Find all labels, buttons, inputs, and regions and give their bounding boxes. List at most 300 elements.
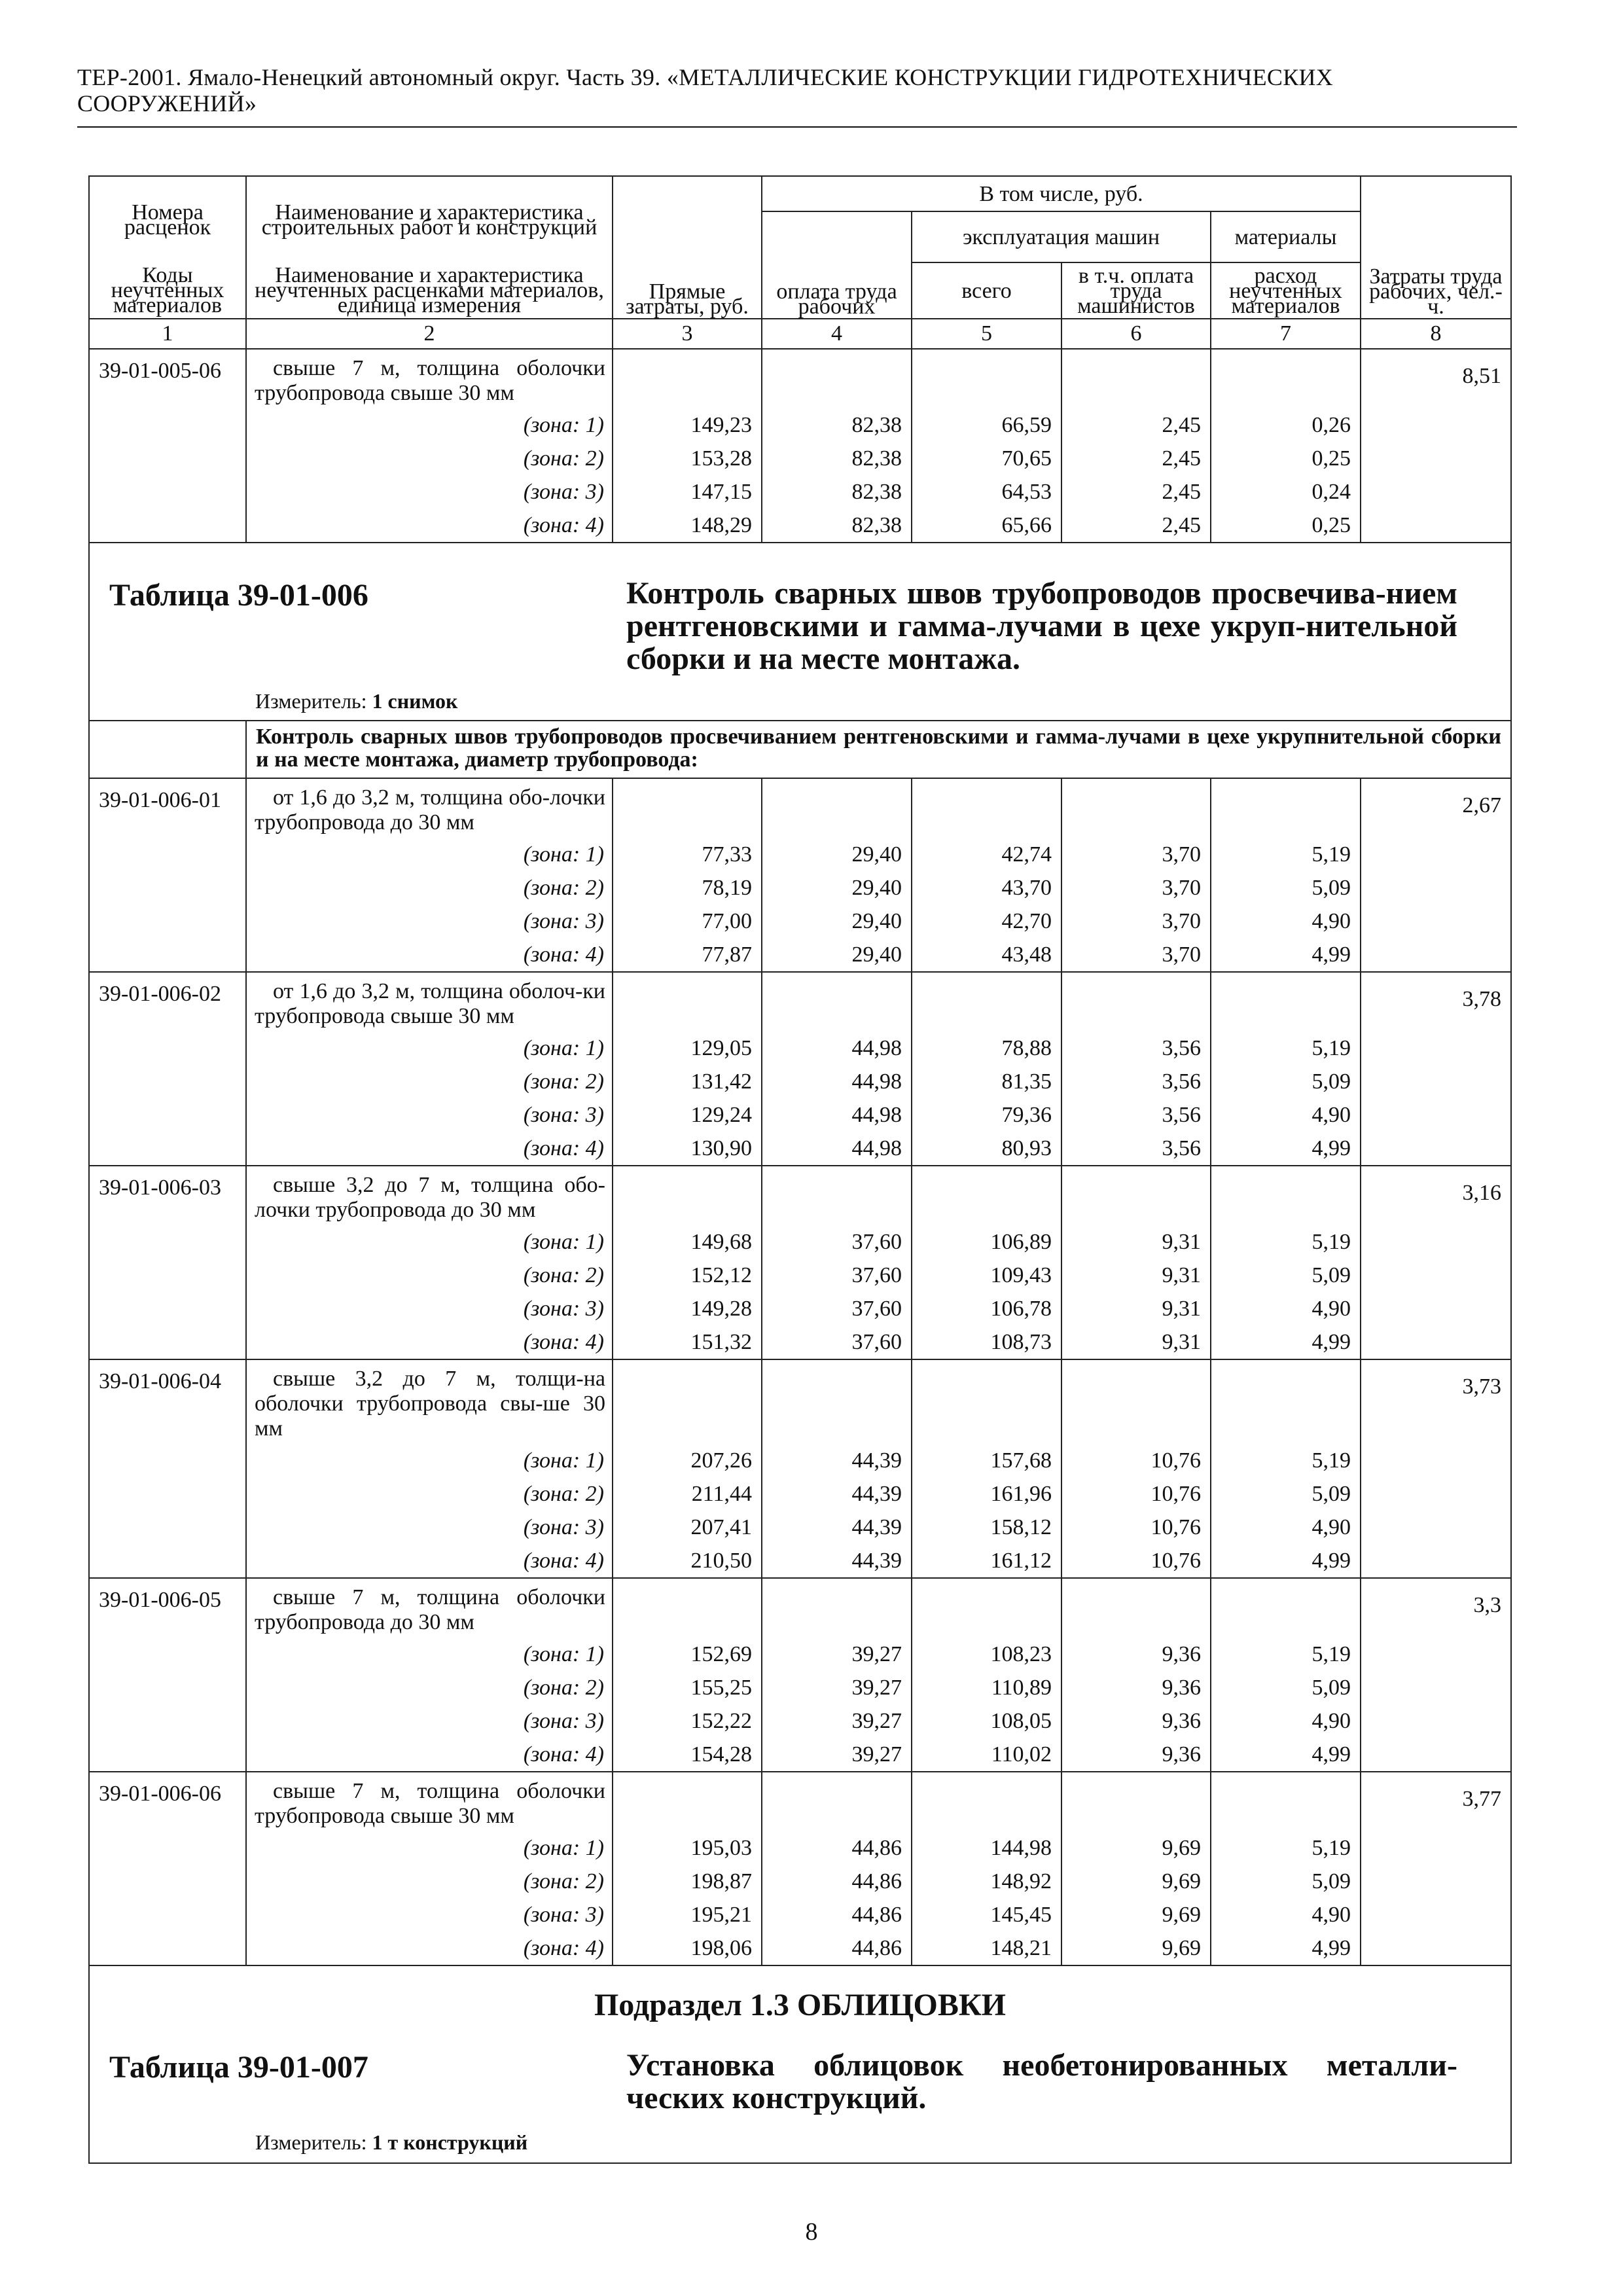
labor-cost: 8,51 [1361, 349, 1511, 408]
empty-cell [89, 1225, 246, 1259]
empty-cell [1061, 1166, 1211, 1225]
header-machinist-wages: в т.ч. оплата труда машинистов [1061, 262, 1211, 319]
machinist-wages: 2,45 [1061, 509, 1211, 543]
direct-cost: 77,00 [613, 905, 762, 938]
worker-wages: 82,38 [762, 442, 912, 475]
header-wages: оплата труда рабочих [762, 211, 912, 319]
empty-cell [89, 721, 246, 778]
worker-wages: 44,86 [762, 1931, 912, 1965]
table-code: Таблица 39-01-007 [109, 2050, 368, 2085]
rate-row [89, 778, 1511, 838]
empty-cell [762, 778, 912, 838]
empty-cell [89, 1098, 246, 1132]
empty-cell [1061, 1359, 1211, 1444]
page-number: 8 [805, 2218, 818, 2246]
subsection-row [89, 1965, 1511, 2163]
worker-wages: 37,60 [762, 1259, 912, 1292]
zone-label: (зона: 1) [246, 408, 613, 442]
empty-cell [89, 1325, 246, 1359]
zone-label: (зона: 3) [246, 475, 613, 509]
empty-cell [762, 1166, 912, 1225]
zone-row [89, 1098, 1511, 1132]
empty-cell [1061, 349, 1211, 408]
materials-cost: 5,19 [1211, 1031, 1361, 1065]
header-labor: Затраты труда рабочих, чел.-ч. [1361, 176, 1511, 319]
column-number: 7 [1211, 319, 1361, 349]
machines-total: 81,35 [912, 1065, 1061, 1098]
rate-row [89, 972, 1511, 1031]
worker-wages: 39,27 [762, 1704, 912, 1738]
zone-row [89, 1831, 1511, 1865]
machinist-wages: 10,76 [1061, 1511, 1211, 1544]
zone-row [89, 938, 1511, 972]
empty-cell [613, 972, 762, 1031]
empty-cell [1361, 1898, 1511, 1931]
rate-row [89, 1772, 1511, 1831]
rate-description: свыше 3,2 до 7 м, толщи-на оболочки трубопровода свы-ше 30 мм [246, 1359, 613, 1444]
machinist-wages: 10,76 [1061, 1444, 1211, 1477]
table-title-cell [89, 543, 1511, 721]
empty-cell [1361, 905, 1511, 938]
machinist-wages: 10,76 [1061, 1544, 1211, 1578]
direct-cost: 195,03 [613, 1831, 762, 1865]
direct-cost: 131,42 [613, 1065, 762, 1098]
rate-description: свыше 3,2 до 7 м, толщина обо-лочки трубопровода до 30 мм [246, 1166, 613, 1225]
header-materials-consumption: расход неучтенных материалов [1211, 262, 1361, 319]
materials-cost: 4,99 [1211, 1931, 1361, 1965]
zone-row [89, 1638, 1511, 1671]
labor-cost: 3,3 [1361, 1578, 1511, 1638]
header-line-2: СООРУЖЕНИЙ» [77, 90, 257, 117]
empty-cell [1361, 1931, 1511, 1965]
empty-cell [1361, 1225, 1511, 1259]
machinist-wages: 9,31 [1061, 1292, 1211, 1325]
worker-wages: 44,39 [762, 1511, 912, 1544]
document-header [77, 64, 1517, 117]
zone-row [89, 509, 1511, 543]
machines-total: 110,89 [912, 1671, 1061, 1704]
direct-cost: 152,22 [613, 1704, 762, 1738]
header-machines: эксплуатация машин [912, 211, 1211, 262]
empty-cell [89, 905, 246, 938]
empty-cell [89, 408, 246, 442]
empty-cell [1361, 871, 1511, 905]
zone-label: (зона: 2) [246, 1671, 613, 1704]
direct-cost: 148,29 [613, 509, 762, 543]
zone-row [89, 1898, 1511, 1931]
worker-wages: 37,60 [762, 1225, 912, 1259]
direct-cost: 149,23 [613, 408, 762, 442]
direct-cost: 152,12 [613, 1259, 762, 1292]
materials-cost: 4,99 [1211, 938, 1361, 972]
materials-cost: 4,90 [1211, 1511, 1361, 1544]
empty-cell [1061, 778, 1211, 838]
materials-cost: 0,24 [1211, 475, 1361, 509]
machines-total: 161,96 [912, 1477, 1061, 1511]
empty-cell [89, 1259, 246, 1292]
materials-cost: 5,19 [1211, 1225, 1361, 1259]
direct-cost: 207,41 [613, 1511, 762, 1544]
machines-total: 42,74 [912, 838, 1061, 871]
empty-cell [89, 1671, 246, 1704]
empty-cell [1211, 1772, 1361, 1831]
zone-row [89, 1931, 1511, 1965]
meter-label: Измеритель: [255, 2130, 367, 2154]
rate-row [89, 1166, 1511, 1225]
materials-cost: 5,09 [1211, 871, 1361, 905]
worker-wages: 29,40 [762, 871, 912, 905]
rate-code: 39-01-006-05 [89, 1578, 246, 1638]
rates-table [88, 175, 1512, 2164]
direct-cost: 151,32 [613, 1325, 762, 1359]
machines-total: 42,70 [912, 905, 1061, 938]
empty-cell [1361, 1671, 1511, 1704]
empty-cell [912, 349, 1061, 408]
zone-row [89, 1132, 1511, 1166]
column-number: 8 [1361, 319, 1511, 349]
zone-row [89, 1065, 1511, 1098]
empty-cell [1361, 1132, 1511, 1166]
subsection-cell [89, 1965, 1511, 2163]
empty-cell [762, 1359, 912, 1444]
empty-cell [89, 1638, 246, 1671]
empty-cell [1361, 1704, 1511, 1738]
empty-cell [1061, 1578, 1211, 1638]
rate-code: 39-01-006-01 [89, 778, 246, 838]
rate-code: 39-01-005-06 [89, 349, 246, 408]
direct-cost: 77,33 [613, 838, 762, 871]
header-direct-costs: Прямые затраты, руб. [613, 176, 762, 319]
machines-total: 108,05 [912, 1704, 1061, 1738]
zone-row [89, 1031, 1511, 1065]
materials-cost: 0,26 [1211, 408, 1361, 442]
worker-wages: 37,60 [762, 1292, 912, 1325]
materials-cost: 5,09 [1211, 1865, 1361, 1898]
zone-row [89, 1704, 1511, 1738]
group-caption-row [89, 721, 1511, 778]
empty-cell [1361, 408, 1511, 442]
empty-cell [89, 1898, 246, 1931]
zone-row [89, 1259, 1511, 1292]
zone-label: (зона: 1) [246, 1031, 613, 1065]
empty-cell [1361, 442, 1511, 475]
rate-code: 39-01-006-02 [89, 972, 246, 1031]
empty-cell [1361, 1444, 1511, 1477]
zone-label: (зона: 3) [246, 1704, 613, 1738]
header-rate-numbers: Номера расценок [89, 176, 246, 262]
worker-wages: 29,40 [762, 838, 912, 871]
table-meter [255, 689, 457, 713]
header-material-codes: Коды неучтенных материалов [89, 262, 246, 319]
empty-cell [912, 972, 1061, 1031]
empty-cell [89, 509, 246, 543]
machinist-wages: 2,45 [1061, 475, 1211, 509]
materials-cost: 4,90 [1211, 905, 1361, 938]
direct-cost: 78,19 [613, 871, 762, 905]
zone-row [89, 905, 1511, 938]
materials-cost: 0,25 [1211, 442, 1361, 475]
empty-cell [912, 1359, 1061, 1444]
direct-cost: 195,21 [613, 1898, 762, 1931]
materials-cost: 4,99 [1211, 1738, 1361, 1772]
machinist-wages: 9,36 [1061, 1671, 1211, 1704]
rate-row [89, 1578, 1511, 1638]
machinist-wages: 3,56 [1061, 1098, 1211, 1132]
machines-total: 64,53 [912, 475, 1061, 509]
machinist-wages: 10,76 [1061, 1477, 1211, 1511]
labor-cost: 3,16 [1361, 1166, 1511, 1225]
zone-label: (зона: 3) [246, 1511, 613, 1544]
worker-wages: 44,86 [762, 1898, 912, 1931]
zone-row [89, 1444, 1511, 1477]
empty-cell [89, 1292, 246, 1325]
empty-cell [89, 1065, 246, 1098]
machines-total: 43,48 [912, 938, 1061, 972]
materials-cost: 4,90 [1211, 1704, 1361, 1738]
direct-cost: 147,15 [613, 475, 762, 509]
worker-wages: 82,38 [762, 408, 912, 442]
direct-cost: 211,44 [613, 1477, 762, 1511]
empty-cell [1361, 1325, 1511, 1359]
zone-label: (зона: 4) [246, 938, 613, 972]
rate-code: 39-01-006-04 [89, 1359, 246, 1444]
empty-cell [89, 1704, 246, 1738]
machines-total: 80,93 [912, 1132, 1061, 1166]
empty-cell [89, 442, 246, 475]
machinist-wages: 9,36 [1061, 1638, 1211, 1671]
materials-cost: 5,19 [1211, 1444, 1361, 1477]
machines-total: 108,73 [912, 1325, 1061, 1359]
rate-code: 39-01-006-03 [89, 1166, 246, 1225]
machines-total: 158,12 [912, 1511, 1061, 1544]
direct-cost: 130,90 [613, 1132, 762, 1166]
worker-wages: 29,40 [762, 938, 912, 972]
machines-total: 106,78 [912, 1292, 1061, 1325]
materials-cost: 5,19 [1211, 1831, 1361, 1865]
group-caption: Контроль сварных швов трубопроводов просвечиванием рентгеновскими и гамма-лучами в цехе укрупнительной сборки и на месте монтажа, диаметр трубопровода: [246, 721, 1511, 778]
zone-row [89, 1477, 1511, 1511]
zone-label: (зона: 3) [246, 905, 613, 938]
empty-cell [613, 349, 762, 408]
zone-label: (зона: 4) [246, 1544, 613, 1578]
worker-wages: 44,98 [762, 1065, 912, 1098]
direct-cost: 129,05 [613, 1031, 762, 1065]
direct-cost: 77,87 [613, 938, 762, 972]
worker-wages: 44,98 [762, 1098, 912, 1132]
direct-cost: 155,25 [613, 1671, 762, 1704]
machinist-wages: 3,56 [1061, 1065, 1211, 1098]
empty-cell [613, 1166, 762, 1225]
zone-label: (зона: 1) [246, 1831, 613, 1865]
table-code: Таблица 39-01-006 [109, 578, 368, 613]
empty-cell [1361, 1259, 1511, 1292]
empty-cell [762, 1578, 912, 1638]
empty-cell [89, 1444, 246, 1477]
header-rule [77, 126, 1517, 128]
zone-label: (зона: 2) [246, 1865, 613, 1898]
empty-cell [1211, 972, 1361, 1031]
machinist-wages: 2,45 [1061, 442, 1211, 475]
materials-cost: 5,09 [1211, 1259, 1361, 1292]
materials-cost: 5,19 [1211, 1638, 1361, 1671]
subsection-title: Подраздел 1.3 ОБЛИЦОВКИ [594, 1988, 1007, 2022]
machinist-wages: 9,69 [1061, 1831, 1211, 1865]
empty-cell [89, 938, 246, 972]
empty-cell [1361, 838, 1511, 871]
empty-cell [1361, 1544, 1511, 1578]
column-number: 5 [912, 319, 1061, 349]
direct-cost: 149,68 [613, 1225, 762, 1259]
zone-label: (зона: 2) [246, 1259, 613, 1292]
zone-label: (зона: 4) [246, 1931, 613, 1965]
materials-cost: 4,90 [1211, 1898, 1361, 1931]
machines-total: 79,36 [912, 1098, 1061, 1132]
worker-wages: 82,38 [762, 475, 912, 509]
empty-cell [1211, 1359, 1361, 1444]
header-line-1: ТЕР-2001. Ямало-Ненецкий автономный округ. Часть 39. «МЕТАЛЛИЧЕСКИЕ КОНСТРУКЦИИ ГИДРОТЕХНИЧЕСКИХ [77, 64, 1334, 90]
worker-wages: 82,38 [762, 509, 912, 543]
worker-wages: 44,98 [762, 1132, 912, 1166]
zone-label: (зона: 4) [246, 509, 613, 543]
machinist-wages: 3,70 [1061, 871, 1211, 905]
materials-cost: 4,99 [1211, 1325, 1361, 1359]
machines-total: 78,88 [912, 1031, 1061, 1065]
rate-row [89, 1359, 1511, 1444]
table-title-row [89, 543, 1511, 721]
labor-cost: 3,73 [1361, 1359, 1511, 1444]
zone-row [89, 1544, 1511, 1578]
empty-cell [89, 1931, 246, 1965]
header-machines-total: всего [912, 262, 1061, 319]
materials-cost: 4,99 [1211, 1544, 1361, 1578]
zone-label: (зона: 4) [246, 1325, 613, 1359]
empty-cell [89, 1477, 246, 1511]
empty-cell [1361, 1511, 1511, 1544]
machinist-wages: 3,70 [1061, 905, 1211, 938]
direct-cost: 207,26 [613, 1444, 762, 1477]
empty-cell [762, 972, 912, 1031]
empty-cell [89, 1544, 246, 1578]
direct-cost: 152,69 [613, 1638, 762, 1671]
column-number: 4 [762, 319, 912, 349]
empty-cell [613, 1359, 762, 1444]
rates-table-body [89, 176, 1511, 2163]
empty-cell [89, 1738, 246, 1772]
empty-cell [613, 1772, 762, 1831]
zone-row [89, 1511, 1511, 1544]
empty-cell [1061, 972, 1211, 1031]
machinist-wages: 9,31 [1061, 1259, 1211, 1292]
empty-cell [613, 1578, 762, 1638]
worker-wages: 44,98 [762, 1031, 912, 1065]
zone-label: (зона: 2) [246, 442, 613, 475]
empty-cell [1361, 1865, 1511, 1898]
materials-cost: 5,09 [1211, 1477, 1361, 1511]
zone-row [89, 442, 1511, 475]
direct-cost: 153,28 [613, 442, 762, 475]
materials-cost: 0,25 [1211, 509, 1361, 543]
empty-cell [1061, 1772, 1211, 1831]
header-including: В том числе, руб. [762, 176, 1361, 211]
labor-cost: 3,78 [1361, 972, 1511, 1031]
empty-cell [1361, 1738, 1511, 1772]
meter-label: Измеритель: [255, 689, 367, 713]
empty-cell [1361, 1831, 1511, 1865]
machines-total: 148,21 [912, 1931, 1061, 1965]
machinist-wages: 2,45 [1061, 408, 1211, 442]
worker-wages: 29,40 [762, 905, 912, 938]
empty-cell [1211, 778, 1361, 838]
machines-total: 148,92 [912, 1865, 1061, 1898]
machines-total: 109,43 [912, 1259, 1061, 1292]
machines-total: 70,65 [912, 442, 1061, 475]
empty-cell [89, 475, 246, 509]
zone-row [89, 838, 1511, 871]
zone-label: (зона: 1) [246, 838, 613, 871]
empty-cell [1361, 1031, 1511, 1065]
zone-label: (зона: 1) [246, 1444, 613, 1477]
header-material-names: Наименование и характеристика неучтенных расценками материалов, единица измерения [246, 262, 613, 319]
empty-cell [1361, 509, 1511, 543]
worker-wages: 44,86 [762, 1831, 912, 1865]
labor-cost: 2,67 [1361, 778, 1511, 838]
direct-cost: 149,28 [613, 1292, 762, 1325]
worker-wages: 39,27 [762, 1671, 912, 1704]
empty-cell [89, 1865, 246, 1898]
machines-total: 65,66 [912, 509, 1061, 543]
empty-cell [1211, 349, 1361, 408]
empty-cell [89, 1132, 246, 1166]
empty-cell [762, 1772, 912, 1831]
meter-value: 1 снимок [372, 689, 458, 713]
empty-cell [89, 1511, 246, 1544]
zone-label: (зона: 4) [246, 1132, 613, 1166]
machines-total: 66,59 [912, 408, 1061, 442]
meter-value: 1 т конструкций [372, 2130, 528, 2154]
materials-cost: 5,09 [1211, 1671, 1361, 1704]
machines-total: 145,45 [912, 1898, 1061, 1931]
zone-label: (зона: 1) [246, 1638, 613, 1671]
empty-cell [89, 838, 246, 871]
machinist-wages: 9,69 [1061, 1865, 1211, 1898]
header-work-name: Наименование и характеристика строительных работ и конструкций [246, 176, 613, 262]
machines-total: 106,89 [912, 1225, 1061, 1259]
direct-cost: 154,28 [613, 1738, 762, 1772]
machines-total: 157,68 [912, 1444, 1061, 1477]
machines-total: 43,70 [912, 871, 1061, 905]
materials-cost: 4,99 [1211, 1132, 1361, 1166]
empty-cell [613, 778, 762, 838]
machines-total: 108,23 [912, 1638, 1061, 1671]
zone-label: (зона: 2) [246, 1065, 613, 1098]
zone-row [89, 1865, 1511, 1898]
empty-cell [1361, 1065, 1511, 1098]
zone-label: (зона: 4) [246, 1738, 613, 1772]
worker-wages: 44,86 [762, 1865, 912, 1898]
table-name: Установка облицовок необетонированных металли-ческих конструкций. [626, 2048, 1457, 2115]
empty-cell [912, 1578, 1061, 1638]
empty-cell [1361, 1477, 1511, 1511]
table-name: Контроль сварных швов трубопроводов просвечива-нием рентгеновскими и гамма-лучами в цехе укруп-нительной сборки и на месте монтажа. [626, 576, 1457, 676]
empty-cell [762, 349, 912, 408]
header-materials: материалы [1211, 211, 1361, 262]
machinist-wages: 9,31 [1061, 1325, 1211, 1359]
zone-row [89, 408, 1511, 442]
worker-wages: 44,39 [762, 1444, 912, 1477]
empty-cell [1211, 1166, 1361, 1225]
empty-cell [1361, 1292, 1511, 1325]
zone-row [89, 475, 1511, 509]
